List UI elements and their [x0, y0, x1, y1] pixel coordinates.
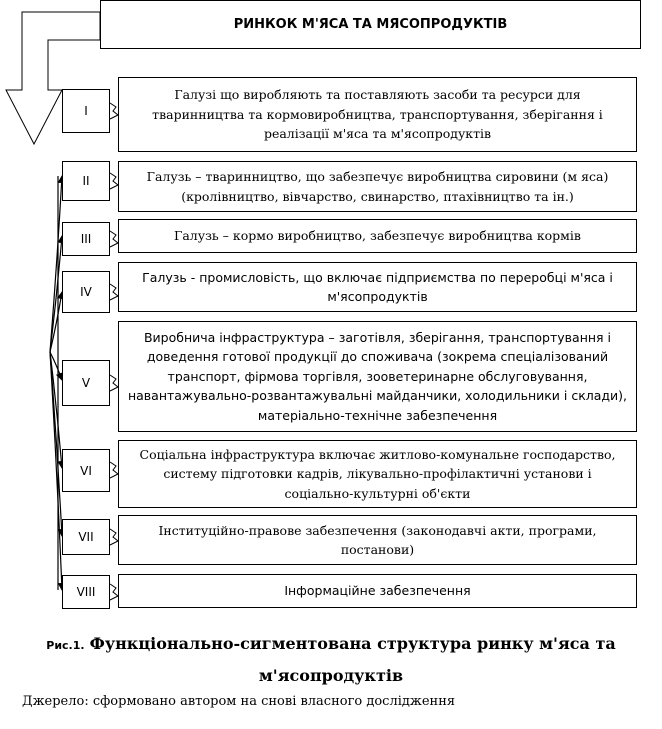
row-description: Інформаційне забезпечення — [284, 583, 471, 599]
row-description: Соціальна інфраструктура включає житлово-комунальне господарство, систему підготовки кадрів, лікувально-профілактичні установи і соціально-культурні об'єкти — [139, 446, 616, 501]
row-number-box — [62, 89, 110, 133]
row-description-box — [118, 262, 637, 312]
row-description-box — [118, 77, 637, 152]
row-number: IV — [80, 285, 92, 299]
row-description-box — [118, 440, 637, 508]
row-number: VIII — [76, 585, 96, 599]
market-title: РИНКОК М'ЯСА ТА МЯСОПРОДУКТІВ — [233, 17, 508, 32]
row-description-box — [118, 219, 637, 253]
row-number: VI — [80, 463, 92, 478]
figure-caption-line2 — [0, 660, 662, 692]
row-description-box — [118, 321, 637, 432]
row-number-box — [62, 519, 110, 555]
bracket-mark-icon — [110, 584, 118, 600]
bracket-mark-icon — [110, 103, 118, 119]
row-number: V — [81, 376, 91, 390]
row-number-box — [62, 575, 110, 609]
row-number-box — [62, 449, 110, 492]
row-number-box — [62, 222, 110, 256]
bracket-mark-icon — [110, 375, 118, 391]
row-number: III — [80, 232, 92, 246]
row-description: Галузь – кормо виробництво, забезпечує виробництва кормів — [174, 228, 581, 244]
source-note: Джерело: сформовано автором на снові власного дослідження — [22, 694, 456, 709]
row-description-box — [118, 515, 637, 565]
bracket-mark-icon — [110, 529, 118, 545]
figure-title: Функціонально-сигментована структура ринку м'яса та — [89, 634, 616, 653]
connector-arrow — [50, 236, 62, 352]
row-description: Виробнича інфраструктура – заготівля, зберігання, транспортування і доведення готової продукції до споживача (зокрема спеціалізований транспорт, фірмова торгівля, зооветеринарне обслуговування, навантажувально-розвантажувальні майданчики, холодильники і склади), матеріально-технічне забезпечення — [127, 329, 628, 423]
row-description: Галузі що виробляють та поставляють засоби та ресурси для тваринництва та кормовиробництва, транспортування, зберігання і реалізації м'яса та м'ясопродуктів — [152, 87, 603, 142]
bracket-mark-icon — [110, 231, 118, 247]
row-number: I — [84, 104, 88, 118]
row-description: Галузь – тваринництво, що забезпечує виробництва сировини (м яса) (кролівництво, вівчарство, свинарство, птахівництво та ін.) — [146, 169, 609, 204]
row-number: II — [82, 174, 90, 188]
connector-arrow — [50, 352, 62, 590]
market-title-box — [100, 0, 641, 49]
bracket-mark-icon — [110, 284, 118, 300]
figure-label: Рис.1. — [46, 639, 85, 652]
row-description: Інституційно-правове забезпечення (законодавчі акти, програми, постанови) — [158, 522, 597, 557]
row-description: Галузь - промисловість, що включає підприємства по переробці м'яса і м'ясопродуктів — [142, 269, 613, 304]
figure-caption-line1 — [0, 628, 662, 662]
bracket-mark-icon — [110, 173, 118, 189]
bracket-mark-icon — [110, 462, 118, 478]
row-number: VII — [78, 530, 94, 544]
figure-title-continued: м'ясопродуктів — [258, 666, 404, 685]
row-description-box — [118, 574, 637, 608]
row-number-box — [62, 161, 110, 201]
row-description-box — [118, 161, 637, 212]
row-number-box — [62, 360, 110, 406]
row-number-box — [62, 271, 110, 313]
